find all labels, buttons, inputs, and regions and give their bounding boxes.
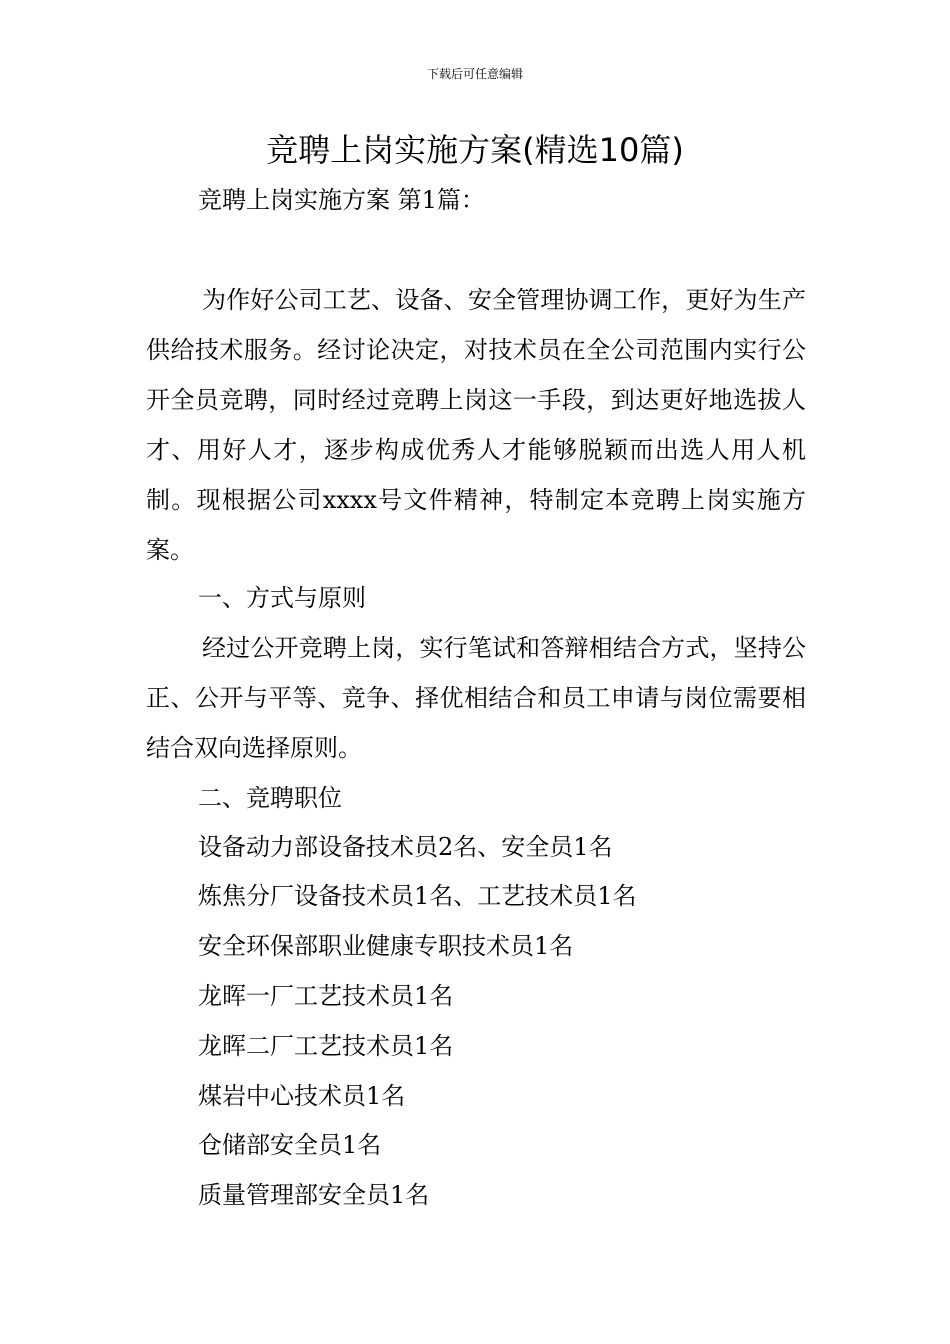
position-item: 龙晖一厂工艺技术员1名 [198, 982, 454, 1010]
position-item: 煤岩中心技术员1名 [198, 1082, 406, 1110]
section-body-method: 经过公开竞聘上岗，实行笔试和答辩相结合方式，坚持公正、公开与平等、竞争、择优相结合和员工申请与岗位需要相结合双向选择原则。 [146, 634, 806, 762]
section-heading-method: 一、方式与原则 [198, 584, 366, 612]
position-item: 仓储部安全员1名 [198, 1131, 382, 1159]
position-item: 炼焦分厂设备技术员1名、工艺技术员1名 [198, 882, 637, 910]
section-heading-positions: 二、竞聘职位 [198, 784, 342, 812]
document-title: 竞聘上岗实施方案(精选10篇) [266, 131, 684, 169]
subtitle: 竞聘上岗实施方案 第1篇： [198, 186, 485, 214]
header-note: 下载后可任意编辑 [426, 67, 523, 81]
intro-paragraph: 为作好公司工艺、设备、安全管理协调工作，更好为生产供给技术服务。经讨论决定，对技术员在全公司范围内实行公开全员竞聘，同时经过竞聘上岗这一手段，到达更好地选拔人才、用好人才，逐步构成优秀人才能够脱颖而出选人用人机制。现根据公司xxxx号文件精神，特制定本竞聘上岗实施方案。 [146, 286, 806, 564]
position-item: 设备动力部设备技术员2名、安全员1名 [198, 833, 613, 861]
position-item: 安全环保部职业健康专职技术员1名 [198, 932, 574, 960]
position-item: 龙晖二厂工艺技术员1名 [198, 1032, 454, 1060]
position-item: 质量管理部安全员1名 [198, 1181, 430, 1209]
